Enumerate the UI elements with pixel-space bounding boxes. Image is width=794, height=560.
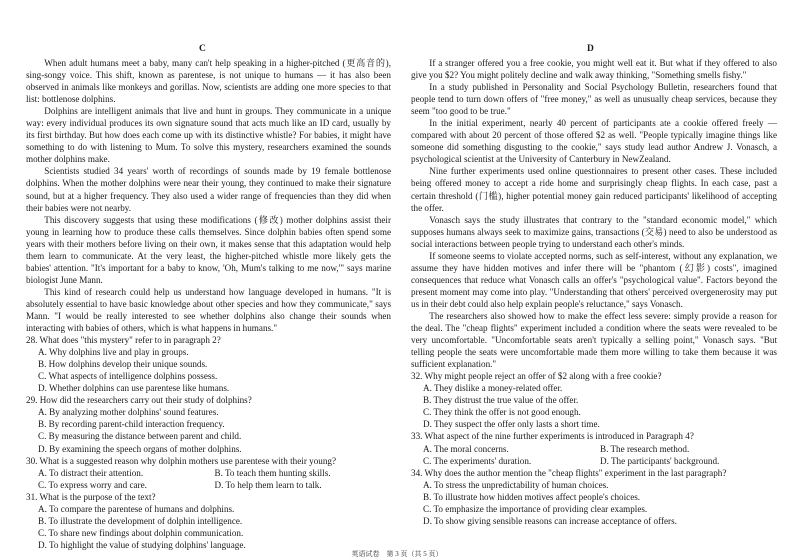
passage-paragraph: Nine further experiments used online questionnaires to present other cases. These included being offered money to accept a ride home and surprisingly cheap flights. In each case, past a certain threshold (门槛), higher potential money gain reduced participants' likelihood of accepting the offer. <box>411 166 777 213</box>
question-31-option-c[interactable]: C. To share new findings about dolphin communication. <box>38 527 244 538</box>
passage-paragraph: Dolphins are intelligent animals that live and hunt in groups. They communicate in a unique way: every individual produces its own signature sound that acts much like an ID card, usually by its first birthday. But how does each come up with its distinctive whistle? For babies, it might have something to do with listening to Mum. To solve this mystery, researchers examined the sounds mother dolphins make. <box>26 106 391 165</box>
question-32-option-a[interactable]: A. They dislike a money-related offer. <box>423 383 563 394</box>
question-30-options-row-2 <box>26 479 391 491</box>
question-31-option-a[interactable]: A. To compare the parentese of humans and dolphins. <box>38 503 235 514</box>
passage-paragraph: If someone seems to violate accepted norms, such as self-interest, without any explanation, we assume they have hidden motives and infer there will be "phantom (幻影) costs", imagined consequences that reduce what Vonasch calls an offer's "psychological value". Factors beyond the present moment may come into play. "Understanding that others' perceived overgenerosity may put us in their debt could also help explain people's reluctance," says Vonasch. <box>411 250 777 309</box>
passage-paragraph: If a stranger offered you a free cookie, you might well eat it. But what if they offered to also give you $2? You might politely decline and walk away thinking, "Something smells fishy." <box>411 58 777 81</box>
question-30-options-row-1 <box>26 467 391 479</box>
question-31-option-d[interactable]: D. To highlight the value of studying dolphins' language. <box>38 539 246 550</box>
question-34-option-b[interactable]: B. To illustrate how hidden motives affect people's choices. <box>423 491 641 502</box>
passage-paragraph: In the initial experiment, nearly 40 percent of participants ate a cookie offered freely — compared with about 20 percent of those offered $2 as well. "People typically imagine things like someone did something disgusting to the cookie," says study lead author Andrew J. Vonasch, a psychological scientist at the University of Canterbury in NewZealand. <box>411 118 777 165</box>
passage-paragraph: When adult humans meet a baby, many can't help speaking in a higher-pitched (更高音的), sing-songy voice. This shift, known as parentese, is not unique to humans — it has also been observed in animals like monkeys and gorillas. Now, scientists are adding one more species to that list: bottlenose dolphins. <box>26 58 391 105</box>
question-28-option-c[interactable]: C. What aspects of intelligence dolphins possess. <box>38 371 218 382</box>
passage-d-column <box>411 57 777 527</box>
page-footer: 英语试卷 第 3 页（共 5 页） <box>351 550 443 558</box>
question-33-stem: 33. What aspect of the nine further experiments is introduced in Paragraph 4? <box>411 431 694 442</box>
passage-paragraph: In a study published in Personality and Social Psychology Bulletin, researchers found that people tend to turn down offers of "free money," as well as unusually cheap services, because they seem "too good to be true." <box>411 82 777 117</box>
question-31-stem: 31. What is the purpose of the text? <box>26 491 156 502</box>
question-29-option-a[interactable]: A. By analyzing mother dolphins' sound features. <box>38 407 219 418</box>
passage-c-column <box>26 57 391 551</box>
question-34-option-d[interactable]: D. To show giving sensible reasons can increase acceptance of offers. <box>423 515 677 526</box>
passage-paragraph: This kind of research could help us understand how language developed in humans. "It is absolutely essential to have basic knowledge about other species and how they communicate," says Mann. "I would be really interested to see whether dolphins also change their sounds when interacting with babies of others, which is what happens in humans." <box>26 286 391 334</box>
question-30-stem: 30. What is a suggested reason why dolphin mothers use parentese with their young? <box>26 455 337 466</box>
question-32-option-b[interactable]: B. They distrust the true value of the offer. <box>423 395 579 406</box>
passage-paragraph: The researchers also showed how to make the effect less severe: simply provide a reason for the deal. The "cheap flights" experiment included a condition where the seats were revealed to be very uncomfortable. "Uncomfortable seats aren't typically a selling point," Vonasch says. "But telling people the seats were uncomfortable made them more willing to take them because it was sufficient explanation." <box>411 310 777 370</box>
question-32-option-c[interactable]: C. They think the offer is not good enough. <box>423 407 581 418</box>
question-33-option-c[interactable]: C. The experiments' duration. <box>423 455 532 466</box>
passage-c-label: C <box>199 44 206 54</box>
question-32-stem: 32. Why might people reject an offer of $2 along with a free cookie? <box>411 371 662 382</box>
question-30-option-b[interactable]: B. To teach them hunting skills. <box>214 467 331 478</box>
question-33-option-b[interactable]: B. The research method. <box>600 443 690 454</box>
passage-paragraph: Vonasch says the study illustrates that contrary to the "standard economic model," which supposes humans always seek to maximize gains, transactions (交易) need to also be understood as social interactions between people trying to understand each other's minds. <box>411 214 777 249</box>
passage-paragraph: Scientists studied 34 years' worth of recordings of sounds made by 19 female bottlenose dolphins. When the mother dolphins were near their young, they continued to make their signature sound, but at a higher frequency. They also used a wider range of frequencies than they did when their babies were not nearby. <box>26 166 391 213</box>
question-28-option-d[interactable]: D. Whether dolphins can use parentese like humans. <box>38 383 230 394</box>
question-29-option-d[interactable]: D. By examining the speech organs of mother dolphins. <box>38 443 242 454</box>
question-28-option-b[interactable]: B. How dolphins develop their unique sounds. <box>38 359 208 370</box>
passage-paragraph: This discovery suggests that using these modifications (修改) mother dolphins assist their young in learning how to produce these calls themselves. Since dolphin babies often spend some years with their mothers before living on their own, it makes sense that this adaptation would help them learn to communicate. At the very least, the higher-pitched whistle more likely gets the babies' attention. "It's important for a baby to know, 'Oh, Mum's talking to me now,'" says marine biologist June Mann. <box>26 214 391 285</box>
question-30-option-d[interactable]: D. To help them learn to talk. <box>214 479 322 490</box>
question-28-stem: 28. What does "this mystery" refer to in paragraph 2? <box>26 335 221 346</box>
question-34-option-c[interactable]: C. To emphasize the importance of providing clear examples. <box>423 503 648 514</box>
question-30-option-c[interactable]: C. To express worry and care. <box>38 479 147 490</box>
question-33-options-row-2 <box>411 455 777 467</box>
passage-d-label: D <box>587 44 594 54</box>
question-28-option-a[interactable]: A. Why dolphins live and play in groups. <box>38 347 189 358</box>
question-34-stem: 34. Why does the author mention the "cheap flights" experiment in the last paragraph? <box>411 467 727 478</box>
question-30-option-a[interactable]: A. To distract their attention. <box>38 467 144 478</box>
question-29-stem: 29. How did the researchers carry out their study of dolphins? <box>26 395 252 406</box>
question-31-option-b[interactable]: B. To illustrate the development of dolphin intelligence. <box>38 515 243 526</box>
question-33-option-d[interactable]: D. The participants' background. <box>600 455 720 466</box>
question-29-option-c[interactable]: C. By measuring the distance between parent and child. <box>38 431 242 442</box>
question-34-option-a[interactable]: A. To stress the unpredictability of human choices. <box>423 479 609 490</box>
question-32-option-d[interactable]: D. They suspect the offer only lasts a short time. <box>423 419 600 430</box>
question-33-options-row-1 <box>411 443 777 455</box>
question-29-option-b[interactable]: B. By recording parent-child interaction frequency. <box>38 419 225 430</box>
question-33-option-a[interactable]: A. The moral concerns. <box>423 443 509 454</box>
